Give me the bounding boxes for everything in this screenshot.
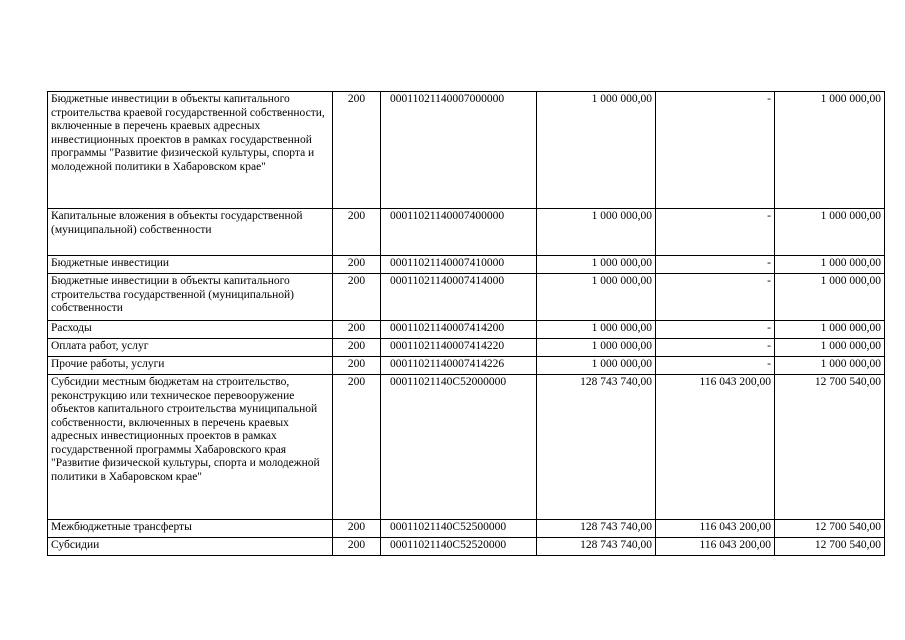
table-row [48,209,885,256]
row-kbk-cell: 00011021140007414226 [381,357,537,375]
row-code-cell: 200 [333,321,381,339]
table-row [48,375,885,520]
row-kbk-cell: 00011021140007414000 [381,274,537,321]
row-remaining-cell: 12 700 540,00 [775,375,885,520]
row-remaining-cell: 1 000 000,00 [775,274,885,321]
row-remaining-cell: 1 000 000,00 [775,209,885,256]
row-approved-cell: 1 000 000,00 [537,256,656,274]
table-row [48,520,885,538]
row-name-cell: Субсидии [48,538,333,556]
row-kbk-cell: 00011021140C52500000 [381,520,537,538]
row-name-cell: Бюджетные инвестиции в объекты капитального строительства государственной (муниципальной) собственности [48,274,333,321]
row-code-cell: 200 [333,92,381,209]
row-name-cell: Прочие работы, услуги [48,357,333,375]
row-code-cell: 200 [333,538,381,556]
row-remaining-cell: 12 700 540,00 [775,520,885,538]
row-kbk-cell: 00011021140007000000 [381,92,537,209]
row-remaining-cell: 1 000 000,00 [775,92,885,209]
table-row [48,538,885,556]
row-executed-cell: - [656,357,775,375]
row-executed-cell: 116 043 200,00 [656,375,775,520]
row-executed-cell: - [656,92,775,209]
row-code-cell: 200 [333,209,381,256]
row-approved-cell: 128 743 740,00 [537,538,656,556]
table-row [48,92,885,209]
row-code-cell: 200 [333,339,381,357]
row-approved-cell: 1 000 000,00 [537,92,656,209]
row-kbk-cell: 00011021140007400000 [381,209,537,256]
table-row [48,274,885,321]
row-remaining-cell: 1 000 000,00 [775,339,885,357]
row-executed-cell: - [656,321,775,339]
row-executed-cell: - [656,274,775,321]
row-approved-cell: 1 000 000,00 [537,209,656,256]
row-approved-cell: 1 000 000,00 [537,339,656,357]
row-approved-cell: 1 000 000,00 [537,274,656,321]
row-executed-cell: 116 043 200,00 [656,538,775,556]
row-name-cell: Расходы [48,321,333,339]
row-remaining-cell: 1 000 000,00 [775,357,885,375]
row-kbk-cell: 00011021140007410000 [381,256,537,274]
row-approved-cell: 128 743 740,00 [537,375,656,520]
row-code-cell: 200 [333,375,381,520]
table-row [48,357,885,375]
table-row [48,339,885,357]
row-executed-cell: 116 043 200,00 [656,520,775,538]
row-executed-cell: - [656,209,775,256]
row-name-cell: Капитальные вложения в объекты государственной (муниципальной) собственности [48,209,333,256]
row-approved-cell: 1 000 000,00 [537,321,656,339]
row-name-cell: Оплата работ, услуг [48,339,333,357]
row-kbk-cell: 00011021140007414200 [381,321,537,339]
row-remaining-cell: 1 000 000,00 [775,321,885,339]
table-row [48,321,885,339]
budget-execution-table [47,91,885,556]
table-row [48,256,885,274]
row-name-cell: Бюджетные инвестиции в объекты капитального строительства краевой государственной собственности, включенные в перечень краевых адресных инвестиционных проектов в рамках государственной программы "Развитие физической культуры, спорта и молодежной политики в Хабаровском крае" [48,92,333,209]
row-remaining-cell: 1 000 000,00 [775,256,885,274]
row-executed-cell: - [656,339,775,357]
row-name-cell: Межбюджетные трансферты [48,520,333,538]
row-executed-cell: - [656,256,775,274]
row-remaining-cell: 12 700 540,00 [775,538,885,556]
row-code-cell: 200 [333,357,381,375]
row-approved-cell: 1 000 000,00 [537,357,656,375]
row-kbk-cell: 00011021140C52520000 [381,538,537,556]
row-code-cell: 200 [333,274,381,321]
row-code-cell: 200 [333,256,381,274]
row-kbk-cell: 00011021140C52000000 [381,375,537,520]
row-kbk-cell: 00011021140007414220 [381,339,537,357]
row-name-cell: Субсидии местным бюджетам на строительство, реконструкцию или техническое перевооружение объектов капитального строительства муниципальной собственности, включенных в перечень краевых адресных инвестиционных проектов в рамках государственной программы Хабаровского края "Развитие физической культуры, спорта и молодежной политики в Хабаровском крае" [48,375,333,520]
row-code-cell: 200 [333,520,381,538]
row-name-cell: Бюджетные инвестиции [48,256,333,274]
row-approved-cell: 128 743 740,00 [537,520,656,538]
